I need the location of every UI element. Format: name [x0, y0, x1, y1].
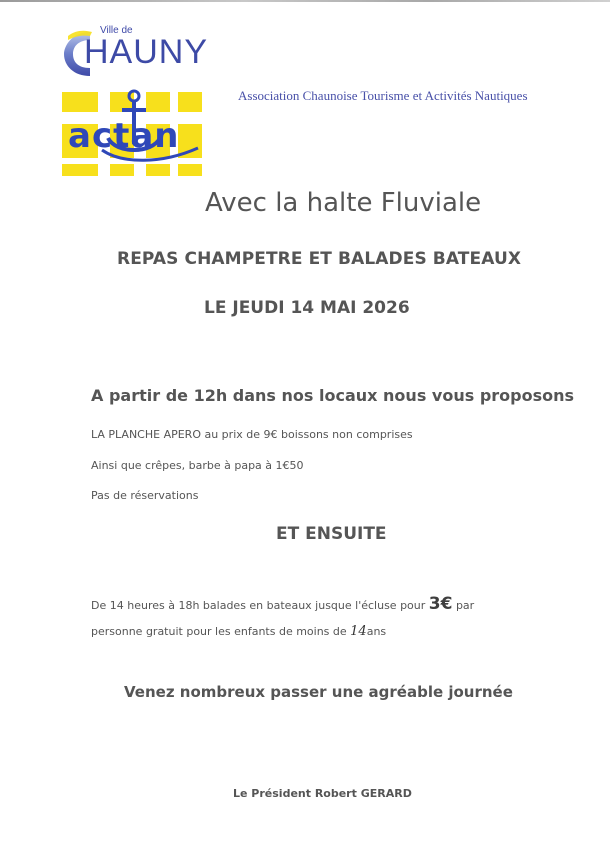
- chauny-wordmark: HAUNY: [84, 33, 209, 71]
- chauny-logo: [62, 24, 212, 80]
- event-title: REPAS CHAMPETRE ET BALADES BATEAUX: [117, 249, 522, 269]
- reservations-note: Pas de réservations: [91, 489, 199, 502]
- scan-edge: [0, 0, 610, 2]
- free-children-text-end: ans: [366, 625, 387, 638]
- event-heading: Avec la halte Fluviale: [205, 188, 482, 218]
- offer-crepes: Ainsi que crêpes, barbe à papa à 1€50: [91, 459, 304, 472]
- ville-de-label: Ville de: [100, 25, 133, 36]
- program-intro: A partir de 12h dans nos locaux nous vous proposons: [91, 386, 575, 405]
- event-date: LE JEUDI 14 MAI 2026: [204, 298, 410, 318]
- boat-ride-line-2: [91, 622, 386, 642]
- free-children-text: personne gratuit pour les enfants de moins de: [91, 625, 351, 638]
- boat-ride-text-end: par: [452, 599, 475, 612]
- afterwards-heading: ET ENSUITE: [276, 524, 387, 544]
- association-name: Association Chaunoise Tourisme et Activités Nautiques: [238, 88, 528, 103]
- president-signature: Le Président Robert GERARD: [233, 787, 412, 800]
- boat-ride-line-1: [91, 594, 474, 616]
- actan-wordmark: actan: [68, 116, 180, 156]
- invitation-line: Venez nombreux passer une agréable journée: [124, 683, 513, 701]
- boat-ride-text: De 14 heures à 18h balades en bateaux jusque l'écluse pour: [91, 599, 429, 612]
- handwritten-age: 14: [350, 624, 367, 639]
- boat-ride-price: 3€: [428, 594, 453, 614]
- actan-logo: [62, 88, 202, 180]
- offer-planche: LA PLANCHE APERO au prix de 9€ boissons non comprises: [91, 428, 413, 441]
